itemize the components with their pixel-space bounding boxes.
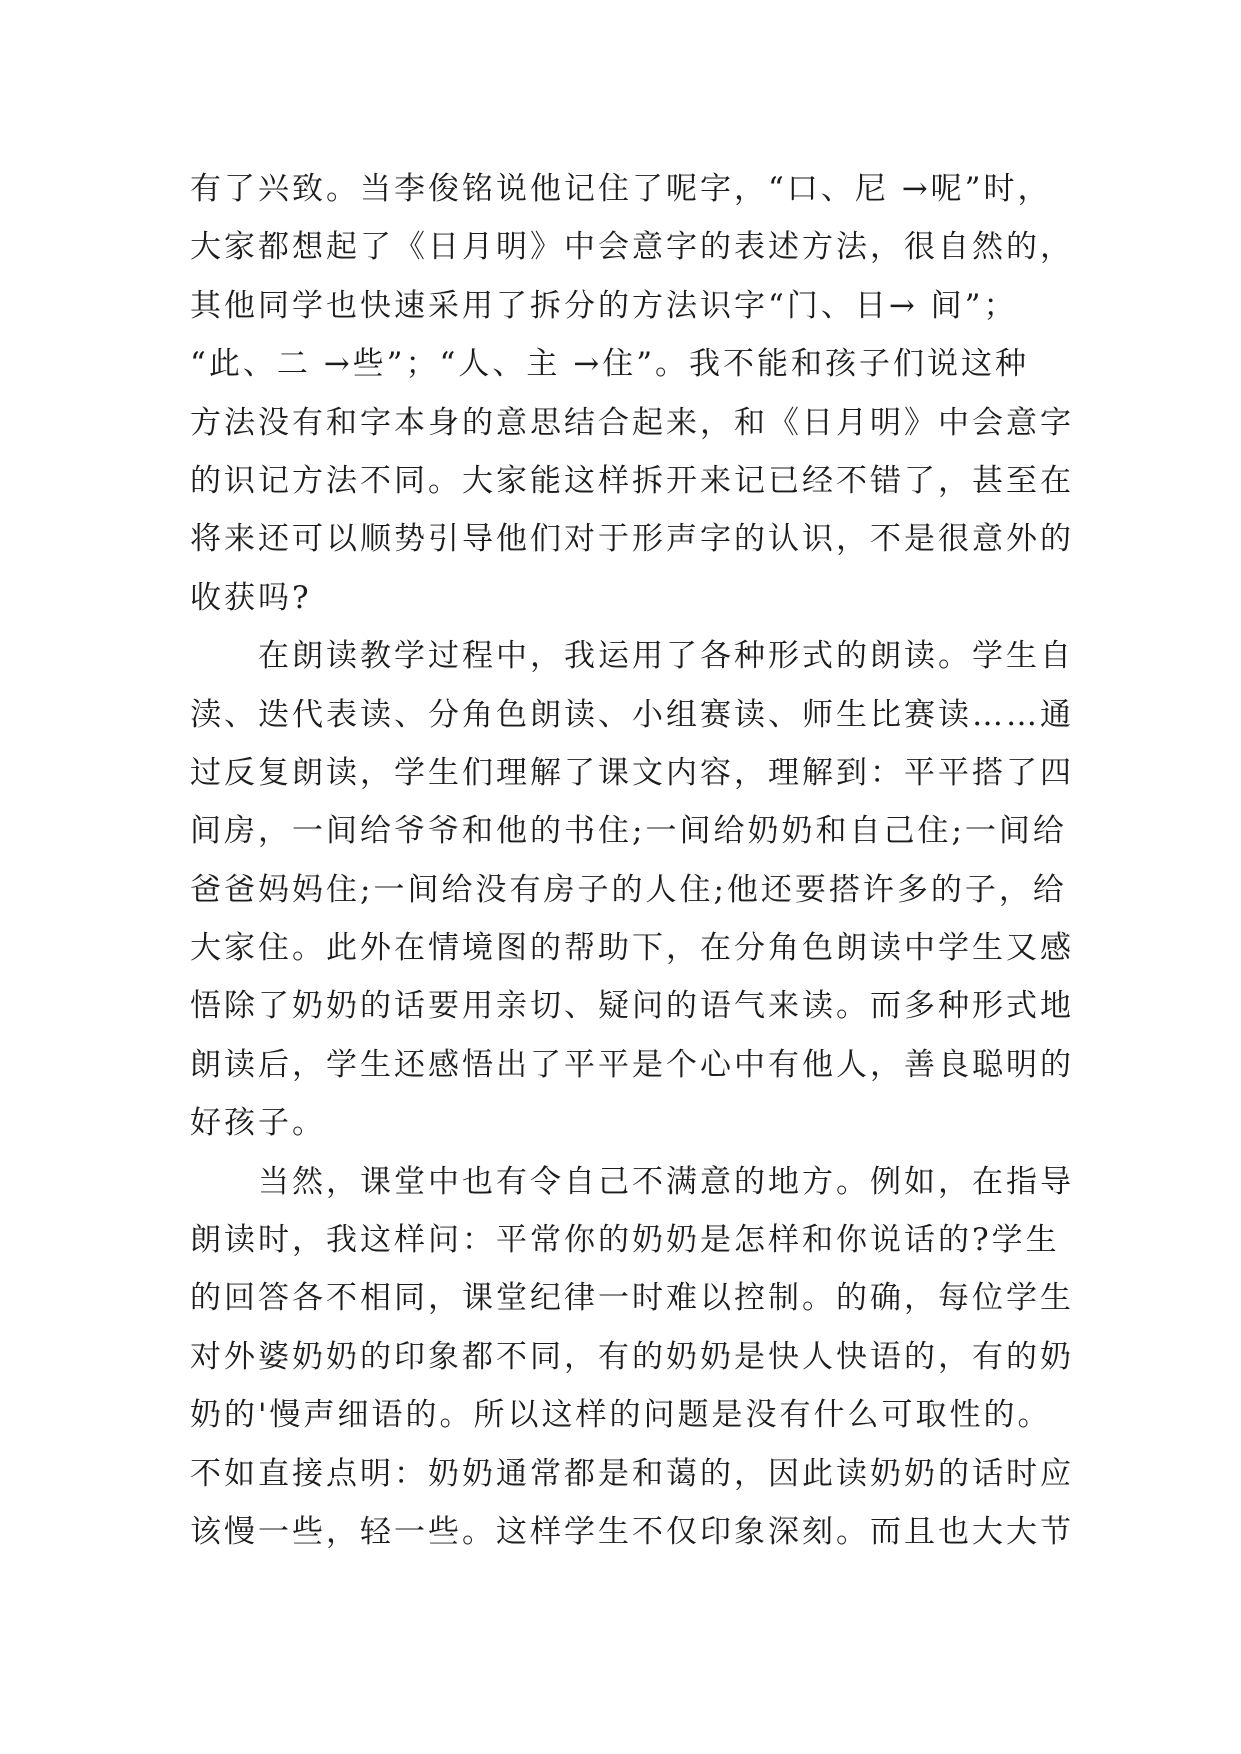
text-line: 方法没有和字本身的意思结合起来，和《日月明》中会意字 (190, 404, 1074, 441)
text-line: 间房，一间给爷爷和他的书住;一间给奶奶和自己住;一间给 (190, 813, 1067, 850)
text-line: 朗读时，我这样问：平常你的奶奶是怎样和你说话的?学生 (190, 1222, 1060, 1259)
text-line: 该慢一些，轻一些。这样学生不仅印象深刻。而且也大大节 (190, 1513, 1074, 1550)
text-line: 对外婆奶奶的印象都不同，有的奶奶是快人快语的，有的奶 (190, 1338, 1074, 1375)
text-line: 过反复朗读，学生们理解了课文内容，理解到：平平搭了四 (190, 754, 1074, 791)
text-line: 在朗读教学过程中，我运用了各种形式的朗读。学生自 (258, 638, 1074, 675)
text-line: 有了兴致。当李俊铭说他记住了呢字，“口、尼 →呢”时， (190, 171, 1052, 207)
text-line: 大家都想起了《日月明》中会意字的表述方法，很自然的， (190, 229, 1074, 266)
text-line: 的识记方法不同。大家能这样拆开来记已经不错了，甚至在 (190, 462, 1074, 499)
text-line: 奶的'慢声细语的。所以这样的问题是没有什么可取性的。 (190, 1397, 1052, 1434)
text-line: 大家住。此外在情境图的帮助下，在分角色朗读中学生又感 (190, 930, 1074, 967)
text-line: 收获吗? (190, 579, 312, 616)
paragraph-1 (190, 160, 1074, 627)
text-line: 爸爸妈妈住;一间给没有房子的人住;他还要搭许多的子，给 (190, 871, 1067, 908)
text-line: 朗读后，学生还感悟出了平平是个心中有他人，善良聪明的 (190, 1046, 1074, 1083)
text-line: 当然，课堂中也有令自己不满意的地方。例如，在指导 (258, 1163, 1074, 1200)
text-line: 不如直接点明：奶奶通常都是和蔼的，因此读奶奶的话时应 (190, 1455, 1074, 1492)
text-line: 的回答各不相同，课堂纪律一时难以控制。的确，每位学生 (190, 1280, 1074, 1317)
text-line: 好孩子。 (190, 1105, 326, 1142)
text-line: 将来还可以顺势引导他们对于形声字的认识，不是很意外的 (190, 521, 1074, 558)
text-line: 其他同学也快速采用了拆分的方法识字“门、日→ 间”； (190, 287, 1018, 324)
paragraph-3 (190, 1153, 1074, 1562)
text-line: 悟除了奶奶的话要用亲切、疑问的语气来读。而多种形式地 (190, 988, 1074, 1025)
paragraph-2 (190, 627, 1074, 1153)
body-text (190, 160, 1074, 1561)
text-line: “此、二 →些”；“人、主 →住”。我不能和孩子们说这种 (190, 346, 1030, 383)
text-line: 渎、迭代表读、分角色朗读、小组赛读、师生比赛读……通 (190, 696, 1074, 733)
